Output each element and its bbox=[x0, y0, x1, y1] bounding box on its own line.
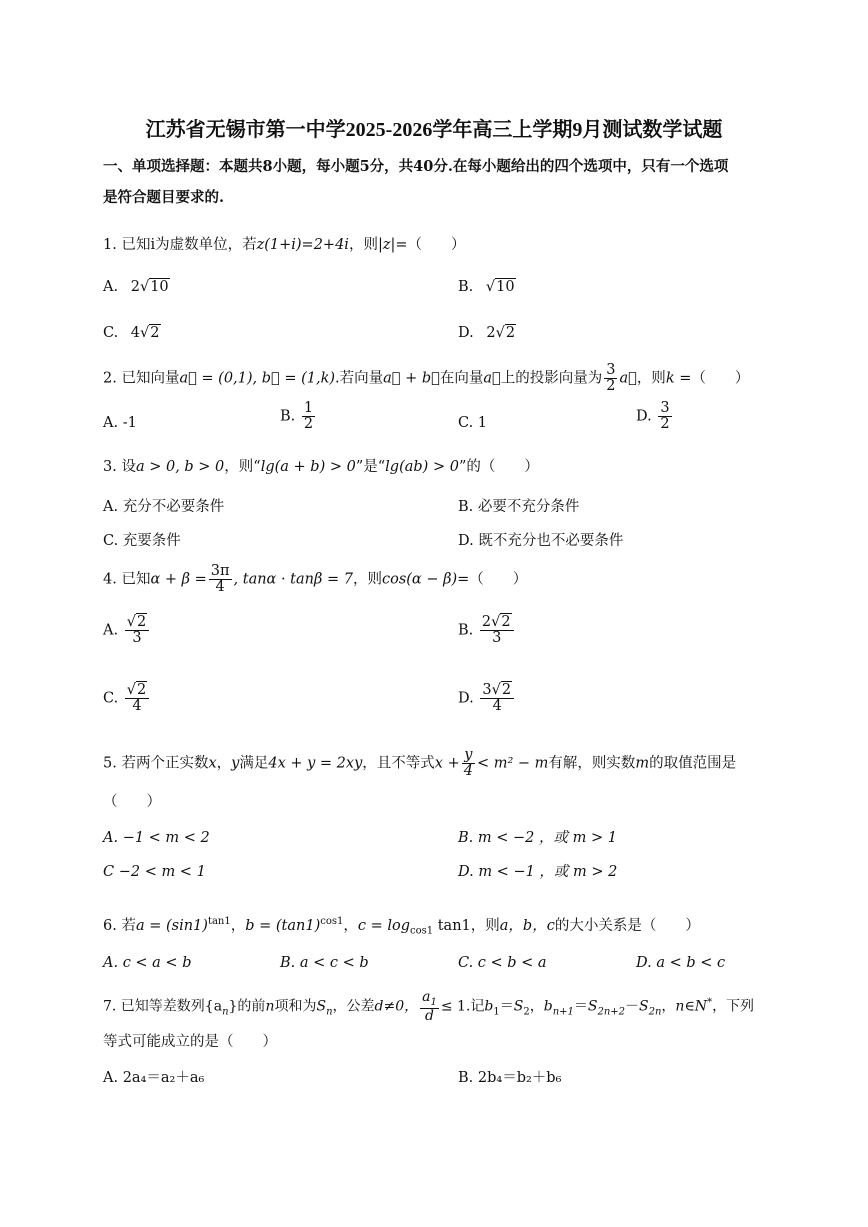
sqrt-icon: √ bbox=[139, 279, 150, 295]
q5-math-m: m bbox=[635, 755, 650, 772]
q4-option-d bbox=[458, 683, 516, 714]
numerator: √2 bbox=[125, 683, 149, 699]
q6-exponent: tan1 bbox=[207, 916, 231, 927]
q2-math-sum: a⃗ + b⃗ bbox=[383, 370, 440, 387]
q7-text: ，下列 bbox=[712, 998, 755, 1015]
q4-option-b bbox=[458, 615, 516, 646]
option-radicand: 2 bbox=[505, 325, 516, 341]
denominator: 2 bbox=[606, 378, 616, 395]
q7-text: }的前 bbox=[228, 998, 266, 1015]
q7-subscript: 2n+2 bbox=[597, 1006, 626, 1018]
q1-option-b bbox=[458, 277, 516, 297]
option-label: D. bbox=[636, 408, 652, 425]
q7-text: 7. 已知等差数列{a bbox=[103, 998, 223, 1015]
q2-option-b bbox=[280, 401, 317, 432]
q1-option-c bbox=[103, 323, 161, 343]
option-fraction bbox=[658, 401, 671, 432]
option-label: B. bbox=[458, 622, 474, 639]
option-radicand: 10 bbox=[496, 279, 515, 295]
q4-math-tan: , tanα · tanβ = 7 bbox=[233, 571, 353, 588]
q5-option-b: B. m < −2 ，或 m > 1 bbox=[458, 830, 617, 846]
q2-math-vectors: a⃗ = (0,1), b⃗ = (1,k) bbox=[179, 370, 336, 387]
q2-text: （ ） bbox=[691, 370, 750, 387]
q2-stem bbox=[103, 363, 749, 394]
sqrt-icon: √ bbox=[485, 279, 496, 295]
numerator: 3 bbox=[660, 400, 670, 416]
q2-text: 在向量 bbox=[439, 370, 484, 387]
q3-option-c: C. 充要条件 bbox=[103, 533, 181, 549]
section-heading-line2: 是符合题目要求的. bbox=[103, 189, 225, 206]
q4-math-sum: α + β = bbox=[150, 571, 207, 588]
q2-text: 上的投影向量为 bbox=[500, 370, 603, 387]
q5-text: 的取值范围是 bbox=[649, 755, 737, 772]
q3-option-d: D. 既不充分也不必要条件 bbox=[458, 533, 624, 549]
q1-text: 1. 已知 bbox=[103, 237, 151, 253]
q2-text: .若向量 bbox=[335, 370, 384, 387]
q7-stem bbox=[103, 989, 754, 1026]
q5-math-x: x bbox=[208, 755, 217, 772]
q4-stem bbox=[103, 564, 527, 595]
sqrt-icon: √ bbox=[495, 325, 505, 341]
numerator: 3 bbox=[606, 362, 616, 378]
q7-text: ≤ 1.记 bbox=[440, 998, 485, 1015]
q7-text: 项和为 bbox=[274, 998, 317, 1015]
q7-math-s: S bbox=[639, 998, 649, 1015]
q7-text: ，公差 bbox=[332, 998, 375, 1015]
q1-math-modulus: |z| bbox=[377, 237, 396, 253]
q6-text: 的大小关系是（ ） bbox=[554, 917, 700, 934]
q4-fraction bbox=[209, 564, 232, 595]
q4-text: =（ ） bbox=[457, 571, 528, 588]
q5-text: 有解，则实数 bbox=[548, 755, 636, 772]
q5-math-rhs: < m² − m bbox=[476, 755, 549, 772]
q6-exponent: cos1 bbox=[320, 916, 344, 927]
q3-option-b: B. 必要不充分条件 bbox=[458, 499, 580, 515]
q1-stem bbox=[103, 235, 466, 255]
q6-text: ， bbox=[343, 917, 358, 934]
q3-text: ”是“ bbox=[355, 459, 386, 475]
q5-option-a: A. −1 < m < 2 bbox=[103, 830, 210, 846]
q5-stem bbox=[103, 748, 736, 779]
q7-subscript: 1 bbox=[493, 1006, 500, 1018]
q2-option-d bbox=[636, 401, 674, 432]
q5-text: ，且不等式 bbox=[362, 755, 435, 772]
q6-stem bbox=[103, 909, 700, 945]
q3-math-condition: a > 0, b > 0 bbox=[135, 459, 225, 475]
q2-option-a: A. -1 bbox=[103, 415, 137, 431]
numerator bbox=[420, 990, 439, 1009]
q6-log-base: cos1 bbox=[410, 925, 434, 937]
q3-stem bbox=[103, 457, 539, 477]
q7-subscript: 2n bbox=[648, 1006, 662, 1018]
q7-text: ＝ bbox=[573, 998, 588, 1015]
q7-subscript: n bbox=[222, 1006, 229, 1018]
sqrt-icon: √ bbox=[140, 325, 150, 341]
q7-superscript: * bbox=[707, 997, 713, 1008]
numerator: 3√2 bbox=[480, 683, 514, 699]
option-label: A. bbox=[103, 622, 119, 639]
q1-math-equation: z(1+i)=2+4i bbox=[256, 237, 349, 253]
denominator: d bbox=[425, 1007, 434, 1024]
q7-math-d: d≠0， bbox=[374, 998, 419, 1015]
option-fraction bbox=[125, 683, 149, 714]
option-radicand: 2 bbox=[150, 325, 160, 341]
q6-math-b: b = (tan1) bbox=[245, 917, 321, 934]
q7-option-b: B. 2b₄＝b₂＋b₆ bbox=[458, 1070, 562, 1086]
q2-fraction bbox=[604, 363, 617, 394]
denominator: 4 bbox=[215, 579, 225, 596]
option-coef: 4 bbox=[130, 325, 141, 341]
q4-option-c bbox=[103, 683, 151, 714]
option-label: C. bbox=[103, 325, 119, 341]
q2-text: ，则 bbox=[636, 370, 666, 387]
q5-fraction bbox=[462, 748, 475, 779]
denominator: 4 bbox=[492, 698, 502, 715]
q5-text: 5. 若两个正实数 bbox=[103, 755, 209, 772]
section-heading-line1: 一、单项选择题：本题共8小题，每小题5分，共40分.在每小题给出的四个选项中，只有一个选项 bbox=[103, 158, 729, 175]
option-label: D. bbox=[458, 690, 474, 707]
q5-option-d: D. m < −1 ，或 m > 2 bbox=[458, 864, 618, 880]
q1-text: =（ ） bbox=[395, 237, 466, 253]
q3-math-q: lg(ab) > 0 bbox=[385, 459, 459, 475]
option-coef: 2 bbox=[130, 279, 140, 295]
q5-text: ， bbox=[216, 755, 232, 772]
numerator: 3π bbox=[210, 563, 230, 579]
q3-text: ，则“ bbox=[224, 459, 261, 475]
numerator: 1 bbox=[303, 400, 314, 416]
q6-option-b: B. a < c < b bbox=[280, 955, 369, 971]
q7-option-a: A. 2a₄＝a₂＋a₆ bbox=[103, 1070, 205, 1086]
q7-text: － bbox=[625, 998, 640, 1015]
q7-math-n: n bbox=[265, 998, 275, 1015]
q1-math-i: i bbox=[150, 237, 156, 253]
denominator: 4 bbox=[132, 698, 142, 715]
q5-text: 满足 bbox=[239, 755, 269, 772]
option-fraction bbox=[480, 615, 514, 646]
coef: 3 bbox=[482, 682, 492, 698]
q1-text: ，则 bbox=[348, 237, 378, 253]
numerator-sub: 1 bbox=[430, 996, 437, 1008]
q7-math-n: n∈N bbox=[675, 998, 708, 1015]
q1-text: 为虚数单位，若 bbox=[155, 237, 257, 253]
denominator: 3 bbox=[132, 630, 142, 647]
option-label: C. bbox=[103, 690, 119, 707]
denominator: 4 bbox=[463, 763, 473, 780]
q7-text: ， bbox=[661, 998, 676, 1015]
denominator: 2 bbox=[660, 416, 670, 433]
q6-math-c: c = log bbox=[357, 917, 410, 934]
q2-math-a: a⃗ bbox=[483, 370, 501, 387]
q3-text: ”的（ ） bbox=[458, 459, 539, 475]
option-fraction bbox=[125, 615, 149, 646]
q5-stem-paren: （ ） bbox=[103, 794, 161, 810]
q6-option-a: A. c < a < b bbox=[103, 955, 192, 971]
q6-math-vars: a，b，c bbox=[499, 917, 555, 934]
q6-math-tan: tan1 bbox=[433, 917, 471, 934]
q6-option-d: D. a < b < c bbox=[636, 955, 726, 971]
radicand: 2 bbox=[137, 682, 147, 698]
q7-fraction bbox=[420, 990, 439, 1024]
q1-option-a bbox=[103, 277, 170, 297]
denominator: 3 bbox=[492, 630, 502, 647]
q5-option-c: C −2 < m < 1 bbox=[103, 864, 206, 880]
radicand: 2 bbox=[501, 614, 511, 630]
numerator-var: a bbox=[422, 988, 431, 1005]
numerator: √2 bbox=[125, 615, 149, 631]
q5-math-equation: 4x + y = 2xy bbox=[268, 755, 363, 772]
q7-text: ＝ bbox=[499, 998, 514, 1015]
q7-math-s: S bbox=[316, 998, 327, 1015]
q2-math-k: k = bbox=[665, 370, 692, 387]
q7-math-s: S bbox=[587, 998, 598, 1015]
coef: 2 bbox=[481, 614, 492, 630]
option-fraction bbox=[480, 683, 514, 714]
option-coef: 2 bbox=[486, 325, 496, 341]
radicand: 2 bbox=[501, 682, 512, 698]
q1-option-d bbox=[458, 323, 516, 343]
q7-text: ， bbox=[529, 998, 544, 1015]
q6-text: ， bbox=[230, 917, 246, 934]
q5-math-y: y bbox=[231, 755, 240, 772]
q3-option-a: A. 充分不必要条件 bbox=[103, 499, 225, 515]
q3-math-p: lg(a + b) > 0 bbox=[260, 459, 356, 475]
numerator: y bbox=[462, 748, 475, 764]
option-label: A. bbox=[103, 279, 119, 295]
q2-text: 2. 已知向量 bbox=[103, 370, 180, 387]
q6-math-a: a = (sin1) bbox=[135, 917, 208, 934]
exam-title: 江苏省无锡市第一中学2025-2026学年高三上学期9月测试数学试题 bbox=[145, 119, 723, 141]
q4-text: 4. 已知 bbox=[103, 571, 151, 588]
q7-stem-line2: 等式可能成立的是（ ） bbox=[103, 1034, 277, 1050]
option-label: D. bbox=[458, 325, 474, 341]
q6-text: 6. 若 bbox=[103, 917, 136, 934]
q5-math-lhs: x + bbox=[434, 755, 460, 772]
option-label: B. bbox=[458, 279, 474, 295]
q7-math-b: b bbox=[484, 998, 494, 1015]
q7-math-b: b bbox=[543, 998, 553, 1015]
q6-text: ，则 bbox=[470, 917, 500, 934]
option-radicand: 10 bbox=[150, 279, 169, 295]
q4-text: ，则 bbox=[352, 571, 382, 588]
numerator: 2√2 bbox=[480, 615, 514, 631]
q6-option-c: C. c < b < a bbox=[458, 955, 547, 971]
q4-option-a bbox=[103, 615, 151, 646]
q7-subscript: 2 bbox=[523, 1006, 530, 1018]
q7-math-s: S bbox=[513, 998, 524, 1015]
q7-subscript: n bbox=[326, 1006, 333, 1018]
q2-option-c: C. 1 bbox=[458, 415, 488, 431]
radicand: 2 bbox=[136, 614, 147, 630]
q4-math-cos: cos(α − β) bbox=[381, 571, 458, 588]
denominator: 2 bbox=[303, 416, 314, 433]
option-label: B. bbox=[280, 408, 296, 425]
q3-text: 3. 设 bbox=[103, 459, 136, 475]
option-fraction bbox=[302, 401, 315, 432]
q2-math-a: a⃗ bbox=[619, 370, 637, 387]
q7-subscript: n+1 bbox=[552, 1006, 574, 1018]
